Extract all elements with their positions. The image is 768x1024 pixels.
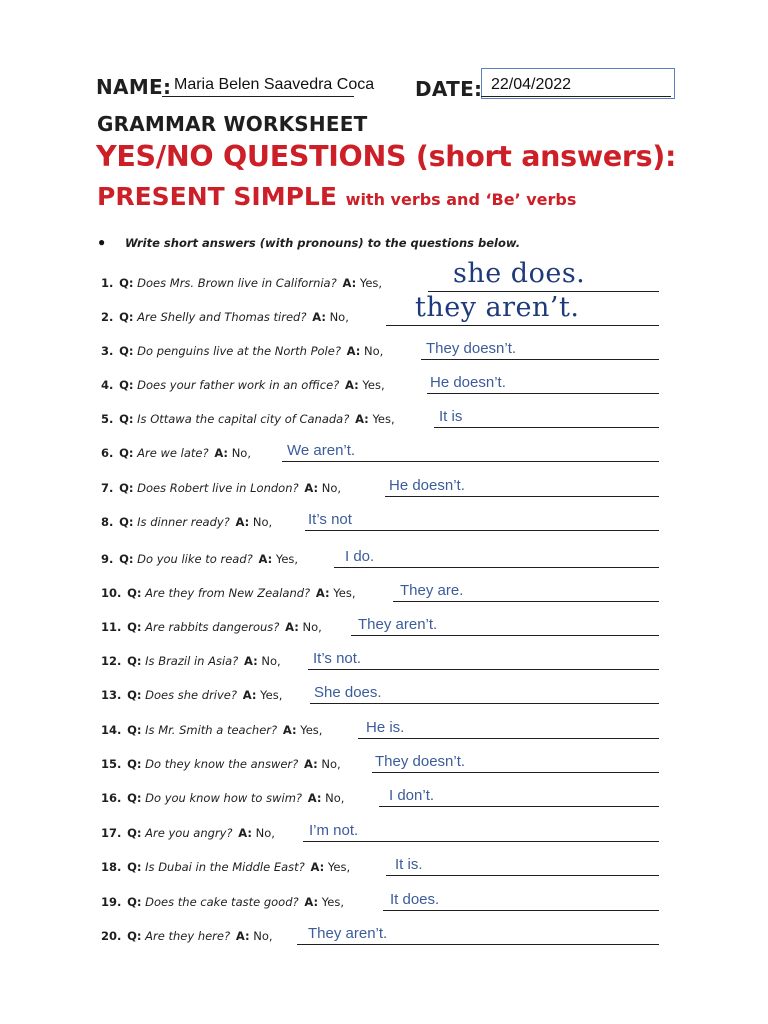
question-a-label: A: [258, 552, 273, 566]
question-q-label: Q: [119, 276, 134, 290]
question-body: Is Mr. Smith a teacher? [145, 723, 278, 737]
answer-field[interactable]: They doesn’t. [426, 340, 517, 357]
answer-line [385, 496, 659, 497]
question-text [101, 654, 281, 668]
question-body: Does Mrs. Brown live in California? [137, 276, 337, 290]
name-underline [162, 96, 354, 97]
answer-line [421, 359, 659, 360]
name-field[interactable]: Maria Belen Saavedra Coca [174, 76, 375, 93]
question-a-label: A: [214, 446, 229, 460]
question-body: Does Robert live in London? [137, 481, 299, 495]
question-text [101, 826, 275, 840]
date-field[interactable]: 22/04/2022 [491, 76, 572, 93]
instruction-text: Write short answers (with pronouns) to the questions below. [125, 236, 521, 250]
answer-field[interactable]: They aren’t. [358, 616, 438, 633]
answer-field[interactable]: they aren’t. [415, 292, 580, 323]
answer-line [310, 703, 659, 704]
question-text [101, 412, 395, 426]
answer-line [308, 669, 659, 670]
question-text [101, 929, 273, 943]
question-number: 20. [101, 929, 122, 943]
answer-field[interactable]: They doesn’t. [375, 753, 466, 770]
question-text [101, 620, 322, 634]
answer-line [383, 910, 659, 911]
answer-line [386, 325, 659, 326]
answer-field[interactable]: I’m not. [309, 822, 359, 839]
question-q-label: Q: [119, 552, 134, 566]
answer-field[interactable]: They aren’t. [308, 925, 388, 942]
question-body: Does the cake taste good? [145, 895, 299, 909]
question-number: 1. [101, 276, 114, 290]
question-text [101, 446, 251, 460]
question-a-label: A: [282, 723, 297, 737]
answer-field[interactable]: She does. [314, 684, 382, 701]
question-a-label: A: [342, 276, 357, 290]
question-body: Does your father work in an office? [137, 378, 340, 392]
question-body: Is Ottawa the capital city of Canada? [137, 412, 350, 426]
question-number: 4. [101, 378, 114, 392]
answer-prompt: Yes, [362, 378, 385, 392]
answer-prompt: No, [329, 310, 349, 324]
answer-prompt: Yes, [333, 586, 356, 600]
question-number: 19. [101, 895, 122, 909]
question-body: Are you angry? [145, 826, 233, 840]
answer-line [393, 601, 659, 602]
question-text [101, 791, 344, 805]
answer-prompt: No, [321, 481, 342, 495]
question-q-label: Q: [127, 688, 142, 702]
answer-prompt: Yes, [321, 895, 344, 909]
answer-line [305, 530, 659, 531]
question-q-label: Q: [119, 310, 134, 324]
question-body: Do you know how to swim? [145, 791, 303, 805]
question-number: 5. [101, 412, 114, 426]
question-body: Does she drive? [145, 688, 237, 702]
question-number: 18. [101, 860, 122, 874]
question-body: Are they from New Zealand? [145, 586, 311, 600]
question-a-label: A: [235, 515, 250, 529]
answer-line [303, 841, 659, 842]
question-q-label: Q: [119, 481, 134, 495]
answer-field[interactable]: I do. [345, 548, 375, 565]
answer-field[interactable]: I don’t. [389, 787, 435, 804]
question-a-label: A: [244, 654, 258, 668]
question-body: Are they here? [145, 929, 231, 943]
question-body: Are rabbits dangerous? [145, 620, 280, 634]
answer-prompt: No, [364, 344, 384, 358]
question-number: 8. [101, 515, 114, 529]
question-q-label: Q: [119, 446, 134, 460]
question-a-label: A: [235, 929, 250, 943]
question-a-label: A: [304, 757, 318, 771]
answer-field[interactable]: It’s not. [313, 650, 362, 667]
answer-line [334, 567, 659, 568]
question-body: Do you like to read? [137, 552, 253, 566]
answer-field[interactable]: They are. [400, 582, 464, 599]
answer-prompt: No, [325, 791, 345, 805]
question-q-label: Q: [127, 826, 142, 840]
question-a-label: A: [355, 412, 369, 426]
question-q-label: Q: [127, 723, 142, 737]
answer-line [358, 738, 659, 739]
answer-field[interactable]: It is [439, 408, 463, 425]
answer-line [282, 461, 659, 462]
answer-prompt: No, [261, 654, 281, 668]
answer-field[interactable]: We aren’t. [287, 442, 356, 459]
question-a-label: A: [238, 826, 253, 840]
question-q-label: Q: [127, 791, 142, 805]
question-text [101, 895, 344, 909]
question-body: Is Brazil in Asia? [145, 654, 239, 668]
answer-prompt: No, [253, 929, 273, 943]
question-body: Is Dubai in the Middle East? [145, 860, 305, 874]
question-text [101, 344, 383, 358]
answer-prompt: Yes, [372, 412, 395, 426]
question-text [101, 860, 350, 874]
question-text [101, 723, 322, 737]
answer-field[interactable]: He is. [366, 719, 405, 736]
bullet-icon: ● [98, 235, 106, 249]
question-number: 11. [101, 620, 122, 634]
answer-prompt: No, [252, 515, 273, 529]
question-a-label: A: [310, 860, 325, 874]
question-number: 3. [101, 344, 114, 358]
answer-line [297, 944, 659, 945]
answer-field[interactable]: It’s not [308, 511, 352, 528]
question-number: 14. [101, 723, 122, 737]
question-text [101, 310, 349, 324]
question-body: Are we late? [137, 446, 209, 460]
question-number: 2. [101, 310, 114, 324]
answer-prompt: No, [255, 826, 275, 840]
question-q-label: Q: [127, 586, 142, 600]
topic-subtitle [97, 182, 576, 211]
question-a-label: A: [304, 895, 319, 909]
date-underline [481, 96, 671, 97]
question-text [101, 515, 272, 529]
answer-prompt: No, [302, 620, 322, 634]
answer-prompt: Yes, [359, 276, 383, 290]
question-body: Do they know the answer? [145, 757, 299, 771]
question-text [101, 757, 341, 771]
question-a-label: A: [304, 481, 319, 495]
question-number: 7. [101, 481, 114, 495]
topic-title: YES/NO QUESTIONS (short answers): [96, 140, 677, 173]
question-body: Do penguins live at the North Pole? [137, 344, 341, 358]
question-a-label: A: [346, 344, 361, 358]
answer-prompt: No, [321, 757, 341, 771]
answer-line [434, 427, 659, 428]
question-q-label: Q: [127, 860, 142, 874]
question-a-label: A: [312, 310, 326, 324]
answer-field[interactable]: she does. [453, 258, 586, 289]
question-q-label: Q: [119, 515, 134, 529]
question-a-label: A: [285, 620, 299, 634]
answer-field[interactable]: He doesn’t. [389, 477, 465, 494]
question-q-label: Q: [127, 757, 142, 771]
question-number: 6. [101, 446, 114, 460]
date-label: DATE: [415, 77, 483, 101]
question-text [101, 481, 341, 495]
question-body: Is dinner ready? [137, 515, 230, 529]
answer-prompt: Yes, [300, 723, 323, 737]
answer-line [372, 772, 659, 773]
answer-prompt: Yes, [327, 860, 351, 874]
question-a-label: A: [345, 378, 359, 392]
question-q-label: Q: [127, 895, 142, 909]
answer-line [427, 393, 659, 394]
question-number: 10. [101, 586, 122, 600]
question-text [101, 276, 382, 290]
answer-field[interactable]: He doesn’t. [430, 374, 506, 391]
question-a-label: A: [307, 791, 322, 805]
question-number: 12. [101, 654, 122, 668]
question-q-label: Q: [119, 344, 134, 358]
question-a-label: A: [315, 586, 330, 600]
answer-field[interactable]: It is. [395, 856, 423, 873]
question-number: 17. [101, 826, 122, 840]
question-text [101, 688, 282, 702]
question-body: Are Shelly and Thomas tired? [137, 310, 307, 324]
answer-prompt: Yes, [275, 552, 299, 566]
question-number: 15. [101, 757, 122, 771]
answer-prompt: Yes, [260, 688, 283, 702]
name-label: NAME: [96, 75, 172, 99]
question-q-label: Q: [119, 412, 134, 426]
question-q-label: Q: [127, 654, 142, 668]
question-q-label: Q: [119, 378, 134, 392]
answer-line [351, 635, 659, 636]
question-text [101, 586, 356, 600]
answer-prompt: No, [231, 446, 251, 460]
question-number: 13. [101, 688, 122, 702]
question-text [101, 552, 298, 566]
worksheet-title: GRAMMAR WORKSHEET [97, 112, 368, 136]
question-a-label: A: [242, 688, 257, 702]
question-number: 16. [101, 791, 122, 805]
topic-subtitle-main: PRESENT SIMPLE [97, 182, 337, 211]
answer-field[interactable]: It does. [390, 891, 440, 908]
question-q-label: Q: [127, 929, 142, 943]
question-text [101, 378, 385, 392]
answer-line [379, 806, 659, 807]
topic-subtitle-sub: with verbs and ‘Be’ verbs [345, 190, 577, 209]
question-q-label: Q: [127, 620, 142, 634]
question-number: 9. [101, 552, 114, 566]
answer-line [386, 875, 659, 876]
